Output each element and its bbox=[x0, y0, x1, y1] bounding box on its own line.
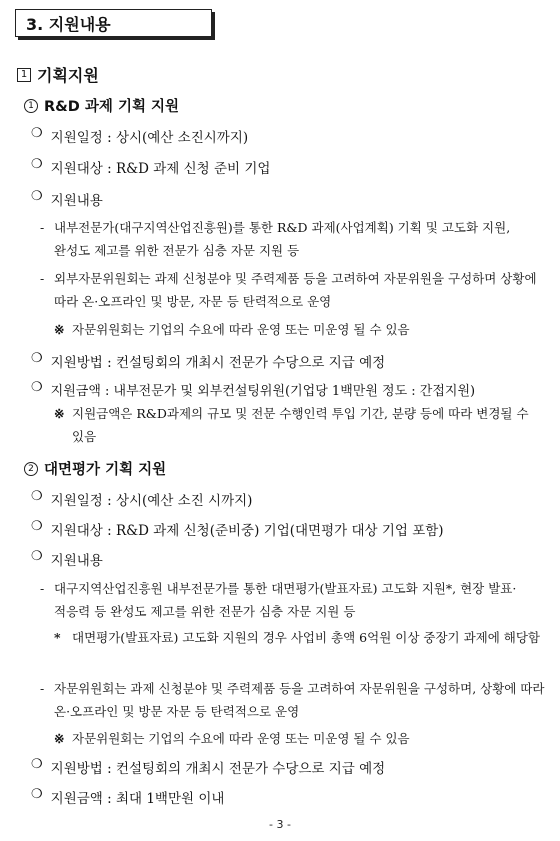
dash-mark: - bbox=[40, 220, 45, 235]
bullet-mark: ❍ bbox=[31, 757, 43, 772]
note-text: 자문위원회는 기업의 수요에 따라 운영 또는 미운영 될 수 있음 bbox=[72, 731, 410, 746]
dash-text: 자문위원회는 과제 신청분야 및 주력제품 등을 고려하여 자문위원을 구성하며, 상황에 따라 온·오프라인 및 방문 자문 등 탄력적으로 운영 bbox=[54, 681, 545, 719]
bullet-mark: ❍ bbox=[31, 787, 43, 802]
bullet-mark: ❍ bbox=[31, 189, 43, 204]
subheading-rnd-planning bbox=[24, 95, 179, 116]
bullet-text: 지원대상 : R&D 과제 신청(준비중) 기업(대면평가 대상 기업 포함) bbox=[50, 523, 444, 539]
dash-mark: - bbox=[40, 681, 45, 696]
note-item bbox=[54, 402, 544, 448]
bullet-content bbox=[31, 189, 103, 209]
dash-text: 대구지역산업진흥원 내부전문가를 통한 대면평가(발표자료) 고도화 지원*, 현장 발표·적응력 등 완성도 제고를 위한 전문가 심층 자문 지원 등 bbox=[54, 581, 517, 619]
bullet-amount bbox=[31, 380, 475, 399]
bullet-content bbox=[31, 549, 103, 569]
bullet-text: 지원일정 : 상시(예산 소진시까지) bbox=[50, 130, 249, 146]
bullet-text: 지원내용 bbox=[50, 553, 103, 569]
bullet-mark: ❍ bbox=[31, 519, 43, 534]
bullet-text: 지원일정 : 상시(예산 소진 시까지) bbox=[50, 493, 253, 509]
box-number: 1 bbox=[17, 68, 31, 82]
bullet-text: 지원방법 : 컨설팅회의 개최시 전문가 수당으로 지급 예정 bbox=[50, 761, 386, 777]
bullet-mark: ❍ bbox=[31, 380, 43, 395]
note-text: 대면평가(발표자료) 고도화 지원의 경우 사업비 총액 6억원 이상 중장기 과제에 해당함 bbox=[72, 630, 540, 645]
bullet-text: 지원방법 : 컨설팅회의 개최시 전문가 수당으로 지급 예정 bbox=[50, 355, 386, 371]
note-item bbox=[54, 727, 544, 750]
bullet-target bbox=[31, 157, 270, 177]
dash-mark: - bbox=[40, 581, 45, 596]
circle-number: 1 bbox=[24, 99, 38, 113]
note-text: 자문위원회는 기업의 수요에 따라 운영 또는 미운영 될 수 있음 bbox=[72, 322, 410, 337]
bullet-text: 지원내용 bbox=[50, 193, 103, 209]
note-text: 지원금액은 R&D과제의 규모 및 전문 수행인력 투입 기간, 분량 등에 따라 변경될 수 있음 bbox=[72, 406, 529, 444]
note-mark: ※ bbox=[54, 322, 65, 337]
bullet-mark: ❍ bbox=[31, 351, 43, 366]
bullet-amount bbox=[31, 787, 224, 807]
note-mark: * bbox=[54, 630, 61, 645]
subheading-text: R&D 과제 기획 지원 bbox=[44, 99, 180, 115]
bullet-text: 지원금액 : 내부전문가 및 외부컨설팅위원(기업당 1백만원 정도 : 간접지원) bbox=[50, 384, 476, 399]
dash-mark: - bbox=[40, 271, 45, 286]
page-number: - 3 - bbox=[269, 818, 291, 831]
bullet-mark: ❍ bbox=[31, 157, 43, 172]
heading-text: 기획지원 bbox=[37, 66, 99, 85]
bullet-mark: ❍ bbox=[31, 549, 43, 564]
dash-text: 외부자문위원회는 과제 신청분야 및 주력제품 등을 고려하여 자문위원을 구성하며 상황에 따라 온·오프라인 및 방문, 자문 등 탄력적으로 운영 bbox=[54, 271, 537, 309]
bullet-method bbox=[31, 757, 385, 777]
note-item bbox=[54, 318, 544, 341]
subheading-face-eval bbox=[24, 458, 166, 479]
subheading-text: 대면평가 기획 지원 bbox=[44, 462, 167, 478]
bullet-mark: ❍ bbox=[31, 489, 43, 504]
circle-number: 2 bbox=[24, 462, 38, 476]
dash-text: 내부전문가(대구지역산업진흥원)를 통한 R&D 과제(사업계획) 기획 및 고도화 지원, 완성도 제고를 위한 전문가 심층 자문 지원 등 bbox=[54, 220, 511, 258]
heading-planning-support bbox=[17, 63, 99, 86]
note-item bbox=[54, 626, 544, 649]
dash-item bbox=[40, 267, 545, 313]
bullet-method bbox=[31, 351, 385, 371]
bullet-text: 지원금액 : 최대 1백만원 이내 bbox=[50, 791, 225, 807]
dash-item bbox=[40, 577, 545, 623]
bullet-schedule bbox=[31, 126, 248, 146]
bullet-mark: ❍ bbox=[31, 126, 43, 141]
note-mark: ※ bbox=[54, 731, 65, 746]
bullet-schedule bbox=[31, 489, 252, 509]
dash-item bbox=[40, 677, 545, 723]
note-mark: ※ bbox=[54, 406, 65, 421]
bullet-target bbox=[31, 519, 444, 539]
bullet-text: 지원대상 : R&D 과제 신청 준비 기업 bbox=[50, 161, 271, 177]
section-title: 3. 지원내용 bbox=[15, 9, 212, 37]
dash-item bbox=[40, 216, 545, 262]
